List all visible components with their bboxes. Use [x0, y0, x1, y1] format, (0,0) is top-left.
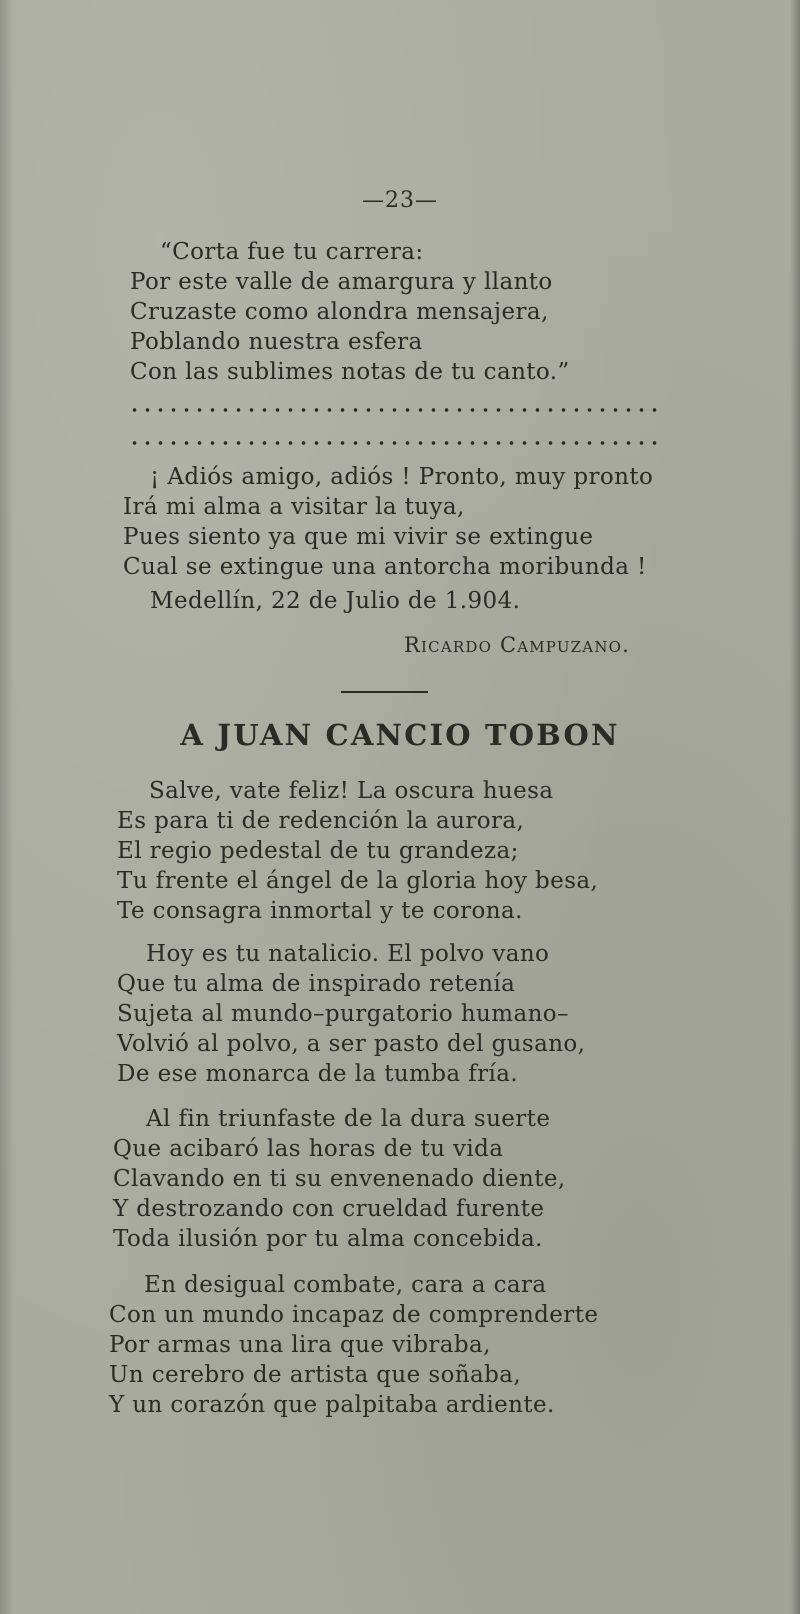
verse-line: De ese monarca de la tumba fría.	[117, 1061, 519, 1087]
verse-line: “Corta fue tu carrera:	[160, 239, 424, 265]
page-number: —23—	[362, 188, 438, 213]
verse-line: Con un mundo incapaz de comprenderte	[109, 1302, 599, 1328]
verse-line: Que tu alma de inspirado retenía	[117, 971, 516, 997]
poem-stanza-4	[109, 1270, 598, 1420]
verse-line: Y un corazón que palpitaba ardiente.	[109, 1392, 555, 1418]
verse-line: Toda ilusión por tu alma concebida.	[113, 1226, 543, 1252]
verse-line: Sujeta al mundo–purgatorio humano–	[117, 1001, 569, 1027]
verse-line: Irá mi alma a visitar la tuya,	[123, 494, 465, 520]
verse-line: Que acibaró las horas de tu vida	[113, 1136, 504, 1162]
farewell-stanza	[123, 462, 653, 582]
verse-line: Un cerebro de artista que soñaba,	[109, 1362, 522, 1388]
verse-line: ¡ Adiós amigo, adiós ! Pronto, muy pronto	[150, 464, 654, 490]
verse-line: Volvió al polvo, a ser pasto del gusano,	[117, 1031, 586, 1057]
verse-line: Cruzaste como alondra mensajera,	[130, 299, 549, 325]
verse-line: Cual se extingue una antorcha moribunda !	[123, 554, 647, 580]
verse-line: Pues siento ya que mi vivir se extingue	[123, 524, 594, 550]
page-edge-left	[0, 0, 14, 1614]
quote-stanza	[130, 237, 570, 387]
verse-line: Por armas una lira que vibraba,	[109, 1332, 491, 1358]
poem-title: A JUAN CANCIO TOBON	[180, 718, 620, 752]
poem-stanza-3	[113, 1104, 566, 1254]
verse-line: Con las sublimes notas de tu canto.”	[130, 359, 570, 385]
place-date: Medellín, 22 de Julio de 1.904.	[150, 588, 521, 614]
verse-line: Tu frente el ángel de la gloria hoy besa,	[117, 868, 599, 894]
page-edge-right	[790, 0, 800, 1614]
ellipsis-dots-row	[128, 407, 658, 413]
verse-line: Es para ti de redención la aurora,	[117, 808, 525, 834]
verse-line: Salve, vate feliz! La oscura huesa	[149, 778, 554, 804]
verse-line: Hoy es tu natalicio. El polvo vano	[146, 941, 550, 967]
verse-line: Y destrozando con crueldad furente	[113, 1196, 545, 1222]
signature: Ricardo Campuzano.	[404, 633, 631, 657]
poem-stanza-2	[117, 939, 585, 1089]
verse-line: Al fin triunfaste de la dura suerte	[146, 1106, 551, 1132]
verse-line: Poblando nuestra esfera	[130, 329, 423, 355]
verse-line: Clavando en ti su envenenado diente,	[113, 1166, 566, 1192]
verse-line: El regio pedestal de tu grandeza;	[117, 838, 519, 864]
verse-line: Te consagra inmortal y te corona.	[117, 898, 523, 924]
section-rule	[341, 691, 428, 693]
poem-stanza-1	[117, 776, 598, 926]
verse-line: Por este valle de amargura y llanto	[130, 269, 553, 295]
ellipsis-dots-row	[128, 440, 658, 446]
verse-line: En desigual combate, cara a cara	[144, 1272, 547, 1298]
